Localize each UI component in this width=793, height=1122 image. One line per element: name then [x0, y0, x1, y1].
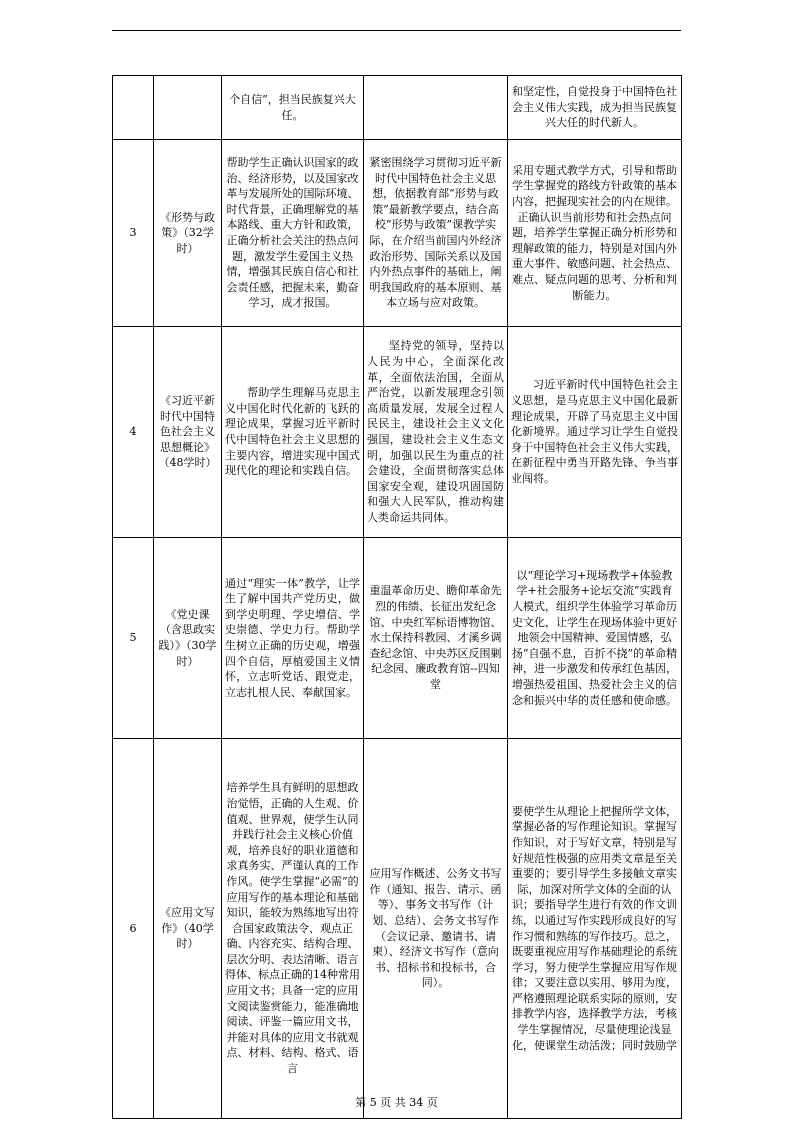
course-goal: 帮助学生正确认识国家的政治、经济形势，以及国家改革与发展所处的国际环境、时代背景，正确理解党的基本路线、重大方针和政策，正确分析社会关注的热点问题，激发学生爱国主义热情，增强其民族自信心和社会责任感，把握未来，勤奋学习，成才报国。: [222, 140, 364, 327]
course-requirement: 习近平新时代中国特色社会主义思想，是马克思主义中国化最新理论成果，开辟了马克思主义中国化新境界。通过学习让学生自觉投身于中国特色社会主义伟大实践，在新征程中勇当开路先锋、争当事业闯将。: [508, 327, 682, 538]
course-content: 紧密围绕学习贯彻习近平新时代中国特色社会主义思想，依据教育部“形势与政策”最新教学要点，结合高校“形势与政策”课教学实际，在介绍当前国内外经济政治形势、国际关系以及国内外热点事件的基础上，阐明我国政府的基本原则、基本立场与应对政策。: [364, 140, 508, 327]
table-row: [113, 76, 682, 140]
course-goal: 培养学生具有鲜明的思想政治觉悟，正确的人生观、价值观、世界观，使学生认同并践行社会主义核心价值观，培养良好的职业道德和求真务实、严谨认真的工作作风。使学生掌握“必需”的应用写作的基本理论和基础知识，能较为熟练地写出符合国家政策法令、观点正确、内容充实、结构合理、层次分明、表达清晰、语言得体、标点正确的14种常用应用文书；具备一定的应用文阅读鉴赏能力，能准确地阅读、评鉴一篇应用文书，并能对具体的应用文书就观点、材料、结构、格式、语言: [222, 739, 364, 1119]
course-goal: 个自信”，担当民族复兴大任。: [222, 76, 364, 140]
header-rule: [112, 30, 681, 31]
course-number: 6: [113, 739, 154, 1119]
course-number: 3: [113, 140, 154, 327]
table-row: [113, 140, 682, 327]
table-row: [113, 538, 682, 739]
course-requirement: 以“理论学习+现场教学+体验教学+社会服务+论坛交流”实践育人模式，组织学生体验学习革命历史文化，让学生在现场体验中更好地领会中国精神、爱国情感，弘扬“自强不息，百折不挠”的革命精神，进一步激发和传承红色基因，增强热爱祖国、热爱社会主义的信念和振兴中华的责任感和使命感。: [508, 538, 682, 739]
page-footer: 第 5 页 共 34 页: [355, 1096, 438, 1109]
course-content: 坚持党的领导，坚持以人民为中心，全面深化改革，全面依法治国，全面从严治党，以新发展理念引领高质量发展，发展全过程人民民主，建设社会主义文化强国，建设社会主义生态文明，加强以民生为重点的社会建设，全面贯彻落实总体国家安全观，建设巩固国防和强大人民军队，推动构建人类命运共同体。: [364, 327, 508, 538]
course-requirement: 要使学生从理论上把握所学文体，掌握必备的写作理论知识。掌握写作知识，对于写好文章，特别是写好规范性极强的应用类文章是至关重要的；要引导学生多接触文章实际，加深对所学文体的全面的认识；要指导学生进行有效的作文训练，以通过写作实践形成良好的写作习惯和熟练的写作技巧。总之，既要重视应用写作基础理论的系统学习，努力使学生掌握应用写作规律；又要注意以实用、够用为度，严格遵照理论联系实际的原则，安排教学内容，选择教学方法，考核学生掌握情况，尽量使理论浅显化，使课堂生动活泼；同时鼓励学: [508, 739, 682, 1119]
course-name: 《习近平新时代中国特色社会主义思想概论》（48学时）: [154, 327, 222, 538]
course-content: 重温革命历史、瞻仰革命先烈的伟绩、长征出发纪念馆、中央红军标语博物馆、水土保持科教园、才溪乡调查纪念馆、中央苏区反围剿纪念园、廉政教育馆--四知堂: [364, 538, 508, 739]
course-name: [154, 76, 222, 140]
course-requirement: 和坚定性，自觉投身于中国特色社会主义伟大实践，成为担当民族复兴大任的时代新人。: [508, 76, 682, 140]
course-number: 5: [113, 538, 154, 739]
course-goal: 帮助学生理解马克思主义中国化时代化新的飞跃的理论成果，掌握习近平新时代中国特色社会主义思想的主要内容，增进实现中国式现代化的理论和实践自信。: [222, 327, 364, 538]
table-row: [113, 739, 682, 1119]
course-name: 《党史课（含思政实践）》（30学时）: [154, 538, 222, 739]
table-row: [113, 327, 682, 538]
course-name: 《形势与政策》（32学时）: [154, 140, 222, 327]
course-requirement: 采用专题式教学方式，引导和帮助学生掌握党的路线方针政策的基本内容，把握现实社会的内在规律。正确认识当前形势和社会热点问题，培养学生掌握正确分析形势和理解政策的能力，特别是对国内外重大事件、敏感问题、社会热点、难点、疑点问题的思考、分析和判断能力。: [508, 140, 682, 327]
course-content: [364, 76, 508, 140]
course-content: 应用写作概述、公务文书写作（通知、报告、请示、函等）、事务文书写作（计划、总结）、会务文书写作（会议记录、邀请书、请柬）、经济文书写作（意向书、招标书和投标书，合同）。: [364, 739, 508, 1119]
course-name: 《应用文写作》（40学时）: [154, 739, 222, 1119]
course-table: [112, 75, 682, 1119]
course-goal: 通过“理实一体”教学，让学生了解中国共产党历史，做到学史明理、学史增信、学史崇德、学史力行。帮助学生树立正确的历史观，增强四个自信，厚植爱国主义情怀，立志听党话、跟党走，立志扎根人民、奉献国家。: [222, 538, 364, 739]
course-number: [113, 76, 154, 140]
course-number: 4: [113, 327, 154, 538]
